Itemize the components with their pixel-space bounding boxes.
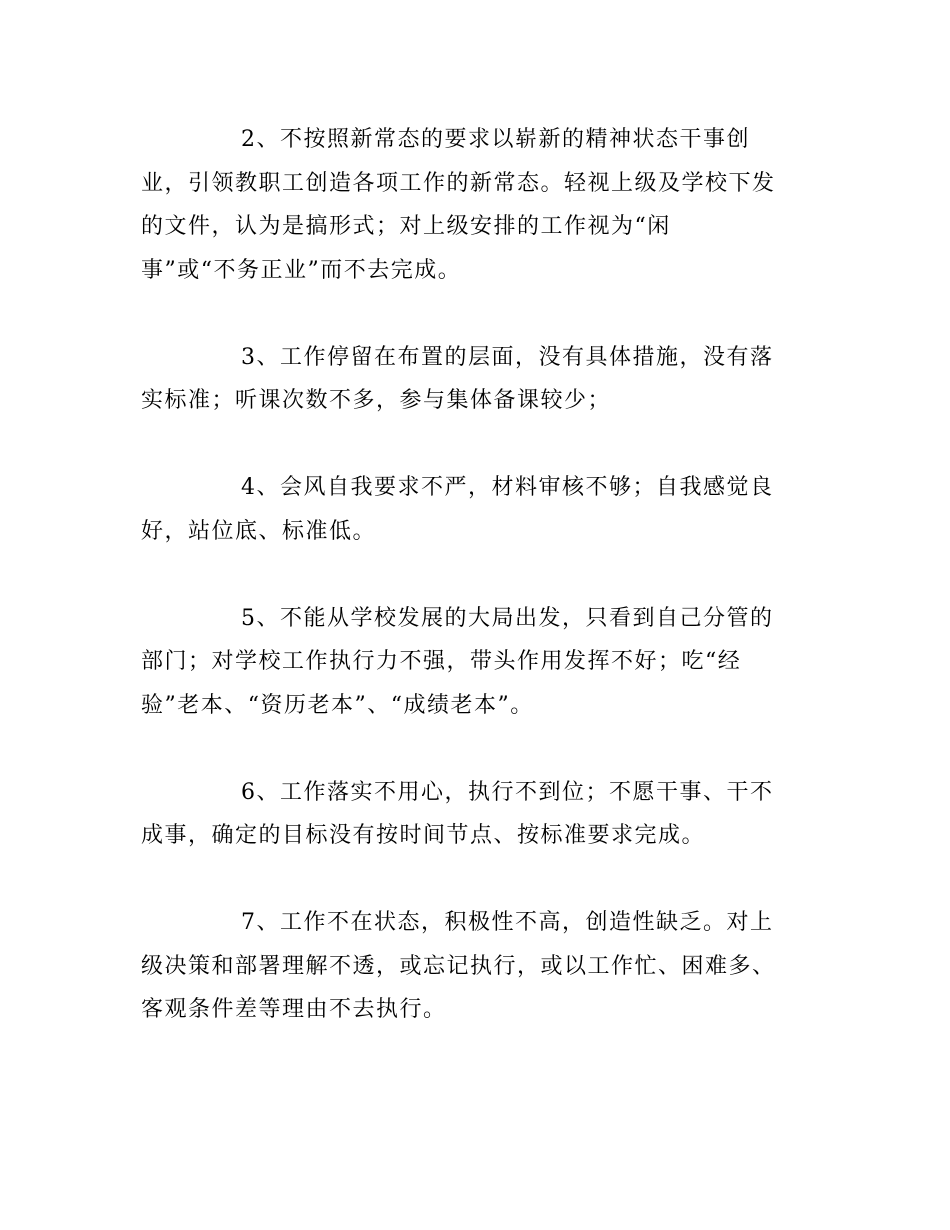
paragraph-line: 5、不能从学校发展的大局出发，只看到自己分管的 <box>241 605 774 631</box>
document-body <box>141 118 813 1032</box>
paragraph-line: 成事，确定的目标没有按时间节点、按标准要求完成。 <box>141 823 706 848</box>
paragraph-line: 实标准；听课次数不多，参与集体备课较少； <box>141 388 612 413</box>
paragraph-item-5 <box>141 597 813 728</box>
paragraph-item-2 <box>141 118 813 292</box>
paragraph-item-6 <box>141 771 813 858</box>
paragraph-line: 7、工作不在状态，积极性不高，创造性缺乏。对上 <box>241 910 774 935</box>
paragraph-line: 6、工作落实不用心，执行不到位；不愿干事、干不 <box>241 779 774 805</box>
paragraph-line: 的文件，认为是搞形式；对上级安排的工作视为“闲 <box>141 214 671 239</box>
paragraph-line: 级决策和部署理解不透，或忘记执行，或以工作忙、困难多、 <box>141 953 776 979</box>
paragraph-line: 2、不按照新常态的要求以崭新的精神状态干事创 <box>241 127 750 152</box>
paragraph-item-7 <box>141 901 813 1032</box>
paragraph-line: 验”老本、“资历老本”、“成绩老本”。 <box>141 692 534 718</box>
paragraph-line: 客观条件差等理由不去执行。 <box>141 997 447 1022</box>
paragraph-item-4 <box>141 466 813 553</box>
paragraph-line: 4、会风自我要求不严，材料审核不够；自我感觉良 <box>241 475 774 500</box>
paragraph-line: 3、工作停留在布置的层面，没有具体措施，没有落 <box>241 344 774 370</box>
paragraph-line: 事”或“不务正业”而不去完成。 <box>141 257 462 283</box>
paragraph-line: 好，站位底、标准低。 <box>141 518 377 544</box>
paragraph-line: 业，引领教职工创造各项工作的新常态。轻视上级及学校下发 <box>141 170 776 196</box>
paragraph-item-3 <box>141 336 813 423</box>
paragraph-line: 部门；对学校工作执行力不强，带头作用发挥不好；吃“经 <box>141 649 742 674</box>
